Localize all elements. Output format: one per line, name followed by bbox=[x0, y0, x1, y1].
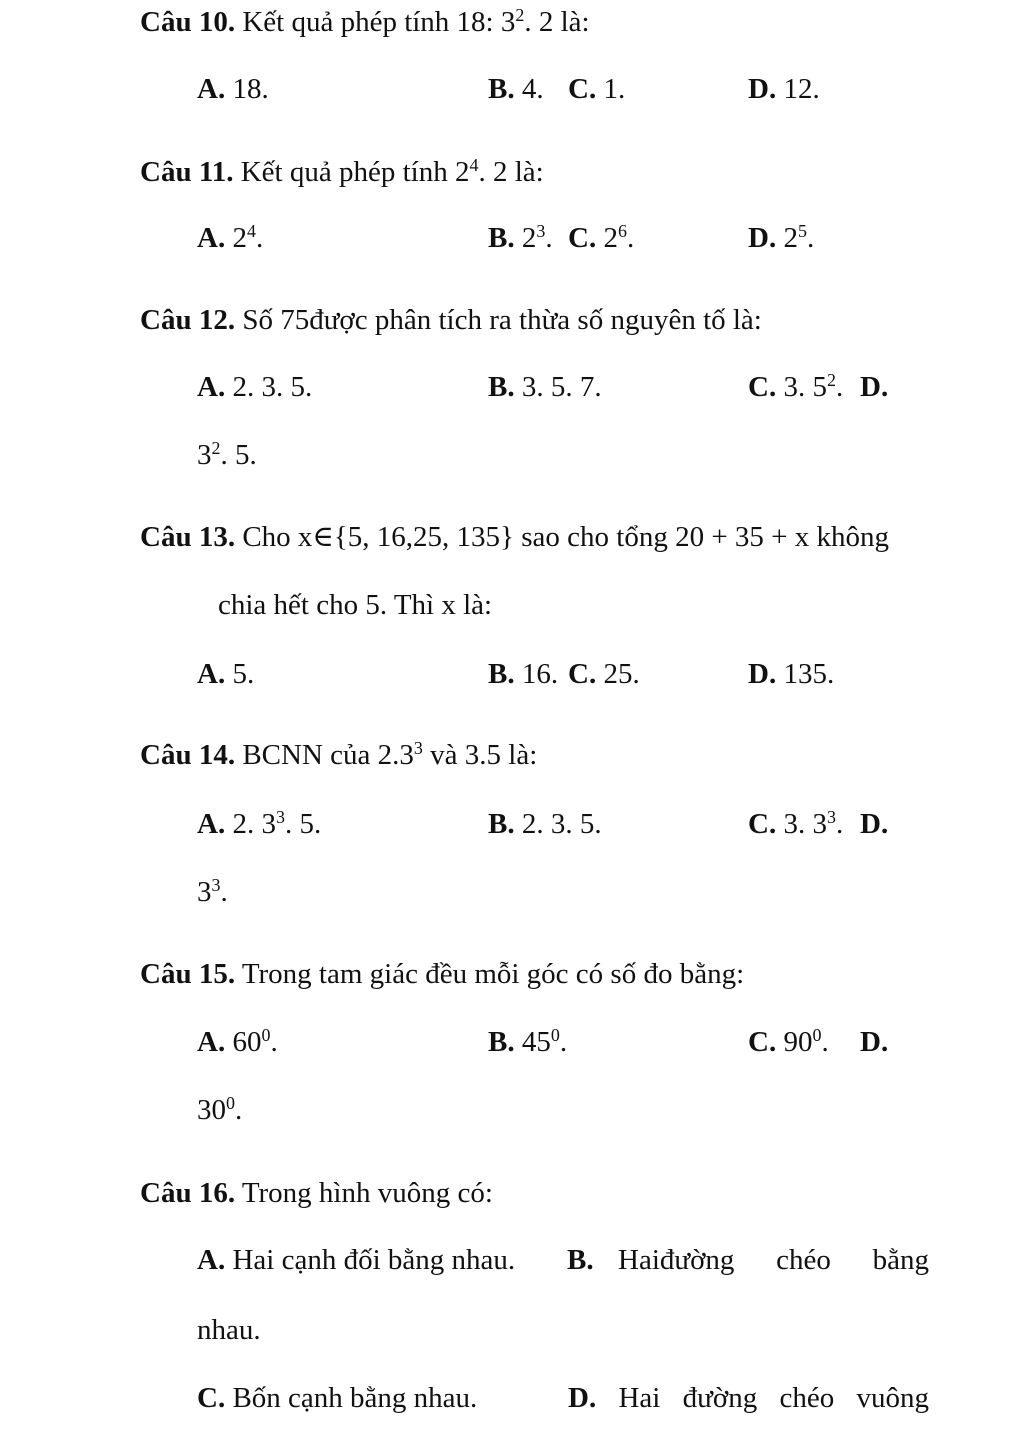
question-14-stem bbox=[140, 738, 538, 771]
q16-option-b-text-continued: nhau. bbox=[197, 1314, 261, 1346]
question-11-label: Câu 11. bbox=[140, 156, 234, 188]
question-16-text: Trong hình vuông có: bbox=[241, 1177, 493, 1209]
q14-option-d-letter: D. bbox=[860, 808, 889, 840]
question-11-stem bbox=[140, 155, 544, 188]
q11-option-b: B. $2^3$. bbox=[488, 221, 553, 254]
q16-option-b-text: Haiđường chéo bằng bbox=[618, 1244, 929, 1276]
question-16-label: Câu 16. bbox=[140, 1177, 236, 1209]
question-13-stem bbox=[140, 523, 889, 552]
question-12-stem bbox=[140, 306, 762, 335]
q13-option-c: C. 25. bbox=[568, 658, 640, 690]
q16-option-b-letter: B. bbox=[567, 1244, 594, 1276]
question-15-stem bbox=[140, 960, 744, 989]
q13-option-a: A. 5. bbox=[197, 658, 255, 690]
q12-option-b: B. 3. 5. 7. bbox=[488, 371, 602, 403]
question-13-label: Câu 13. bbox=[140, 521, 236, 553]
q13-option-b: B. 16. bbox=[488, 658, 559, 690]
q15-option-c: C. $90^0$. bbox=[748, 1025, 829, 1058]
q13-option-d: D. 135. bbox=[748, 658, 835, 690]
q11-option-c: C. $2^6$. bbox=[568, 221, 635, 254]
question-12-label: Câu 12. bbox=[140, 304, 236, 336]
q14-option-d-text: $3^3$. bbox=[197, 875, 228, 908]
q12-option-d-letter: D. bbox=[860, 371, 889, 403]
question-16-stem bbox=[140, 1179, 493, 1208]
q14-option-a: A. 2. $3^3$. 5. bbox=[197, 807, 322, 840]
q12-option-a: A. 2. 3. 5. bbox=[197, 371, 313, 403]
question-12-text: Số 75được phân tích ra thừa số nguyên tố là: bbox=[242, 304, 762, 336]
question-14-text: BCNN của $2.3^3$ và 3.5 là: bbox=[242, 738, 538, 771]
question-15-label: Câu 15. bbox=[140, 958, 236, 990]
question-10-text: Kết quả phép tính 18: $3^2$. 2 là: bbox=[242, 5, 590, 38]
q14-option-c: C. 3. $3^3$. bbox=[748, 807, 844, 840]
q14-option-b: B. 2. 3. 5. bbox=[488, 808, 602, 840]
q12-option-d-text: $3^2$. 5. bbox=[197, 438, 257, 471]
q16-option-a: A. Hai cạnh đối bằng nhau. bbox=[197, 1244, 516, 1276]
q12-option-c: C. 3. $5^2$. bbox=[748, 370, 844, 403]
question-13-text-continued: chia hết cho 5. Thì x là: bbox=[218, 589, 493, 621]
q15-option-d-letter: D. bbox=[860, 1026, 889, 1058]
q11-option-a: A. $2^4$. bbox=[197, 221, 264, 254]
q10-option-b: B. 4. bbox=[488, 73, 544, 105]
question-10-stem bbox=[140, 5, 590, 38]
q15-option-b: B. $45^0$. bbox=[488, 1025, 568, 1058]
q16-option-d: D. Hai đường chéo vuông bbox=[568, 1382, 929, 1414]
q10-option-d: D. 12. bbox=[748, 73, 820, 105]
q11-option-d: D. $2^5$. bbox=[748, 221, 815, 254]
q10-option-c: C. 1. bbox=[568, 73, 626, 105]
question-10-label: Câu 10. bbox=[140, 6, 236, 38]
question-14-label: Câu 14. bbox=[140, 739, 236, 771]
question-15-text: Trong tam giác đều mỗi góc có số đo bằng: bbox=[241, 958, 745, 990]
q16-option-c: C. Bốn cạnh bằng nhau. bbox=[197, 1382, 478, 1414]
q10-option-a: A. 18. bbox=[197, 73, 269, 105]
q15-option-d-text: $30^0$. bbox=[197, 1093, 243, 1126]
question-11-text: Kết quả phép tính $2^4$. 2 là: bbox=[240, 155, 544, 188]
q15-option-a: A. $60^0$. bbox=[197, 1025, 278, 1058]
question-13-text: Cho x∈{5, 16,25, 135} sao cho tổng 20 + 35 + x không bbox=[242, 521, 890, 553]
